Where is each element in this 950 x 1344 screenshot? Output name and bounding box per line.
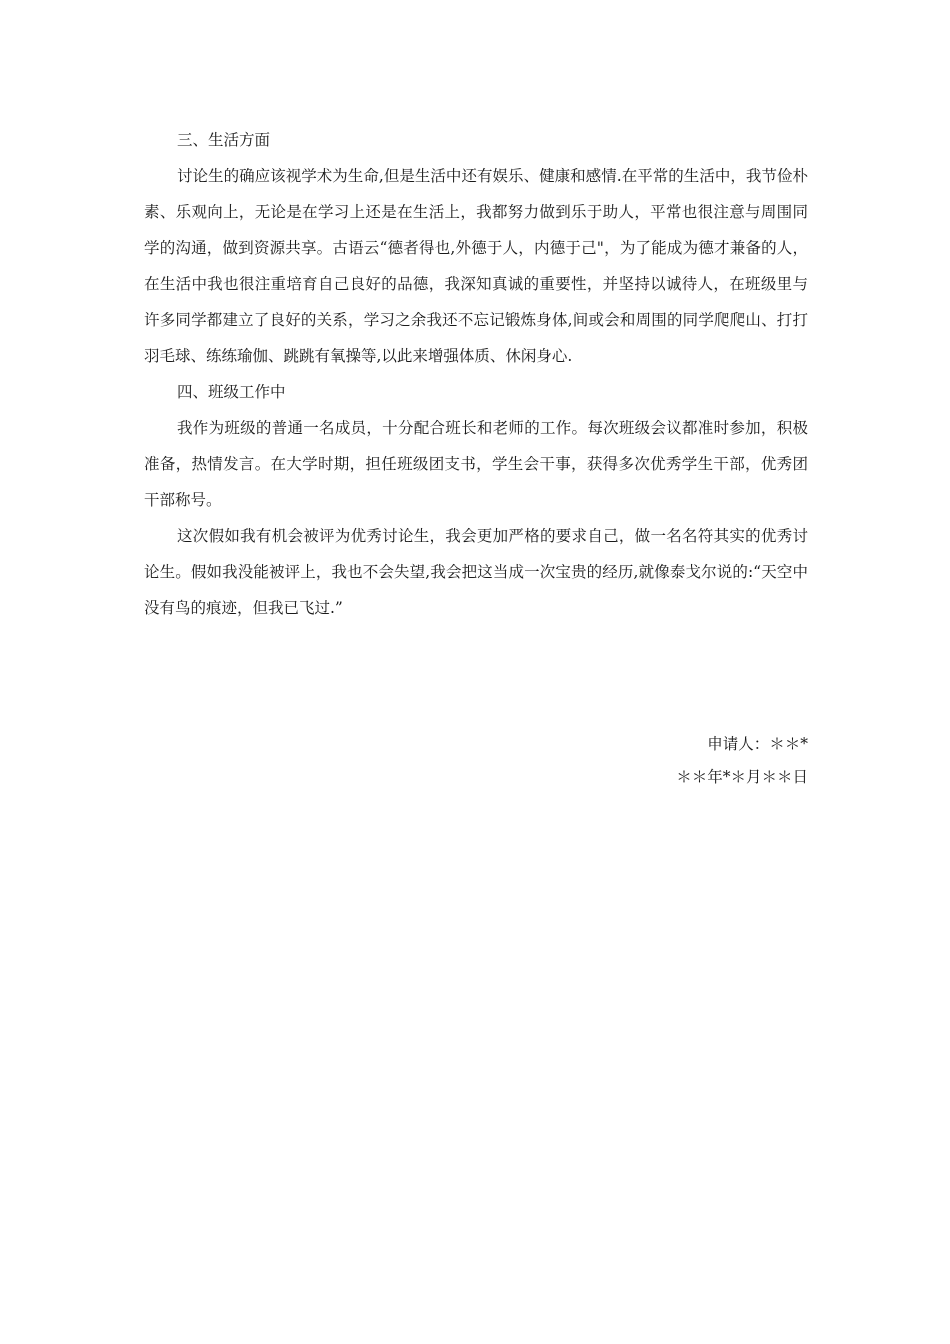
applicant-line: 申请人：＊＊* bbox=[707, 735, 808, 753]
paragraph-life: 讨论生的确应该视学术为生命,但是生活中还有娱乐、健康和感情.在平常的生活中，我节俭朴素、乐观向上，无论是在学习上还是在生活上，我都努力做到乐于助人，平常也很注意与周围同学的沟通，做到资源共享。古语云“德者得也,外德于人，内德于己"，为了能成为德才兼备的人，在生活中我也很注重培育自己良好的品德，我深知真诚的重要性，并坚持以诚待人，在班级里与许多同学都建立了良好的关系，学习之余我还不忘记锻炼身体,间或会和周围的同学爬爬山、打打羽毛球、练练瑜伽、跳跳有氧操等,以此来增强体质、休闲身心. bbox=[144, 167, 808, 365]
date-line: ＊＊年*＊月＊＊日 bbox=[676, 768, 808, 786]
paragraph-class-work: 我作为班级的普通一名成员，十分配合班长和老师的工作。每次班级会议都准时参加，积极准备，热情发言。在大学时期，担任班级团支书，学生会干事，获得多次优秀学生干部，优秀团干部称号。 bbox=[144, 419, 808, 509]
signature-block bbox=[508, 728, 808, 794]
section-heading-life: 三、生活方面 bbox=[177, 131, 271, 149]
document-body bbox=[144, 122, 808, 626]
section-heading-class-work: 四、班级工作中 bbox=[177, 383, 286, 401]
paragraph-closing: 这次假如我有机会被评为优秀讨论生，我会更加严格的要求自己，做一名名符其实的优秀讨论生。假如我没能被评上，我也不会失望,我会把这当成一次宝贵的经历,就像泰戈尔说的:“天空中没有鸟的痕迹，但我已飞过.” bbox=[144, 527, 808, 617]
